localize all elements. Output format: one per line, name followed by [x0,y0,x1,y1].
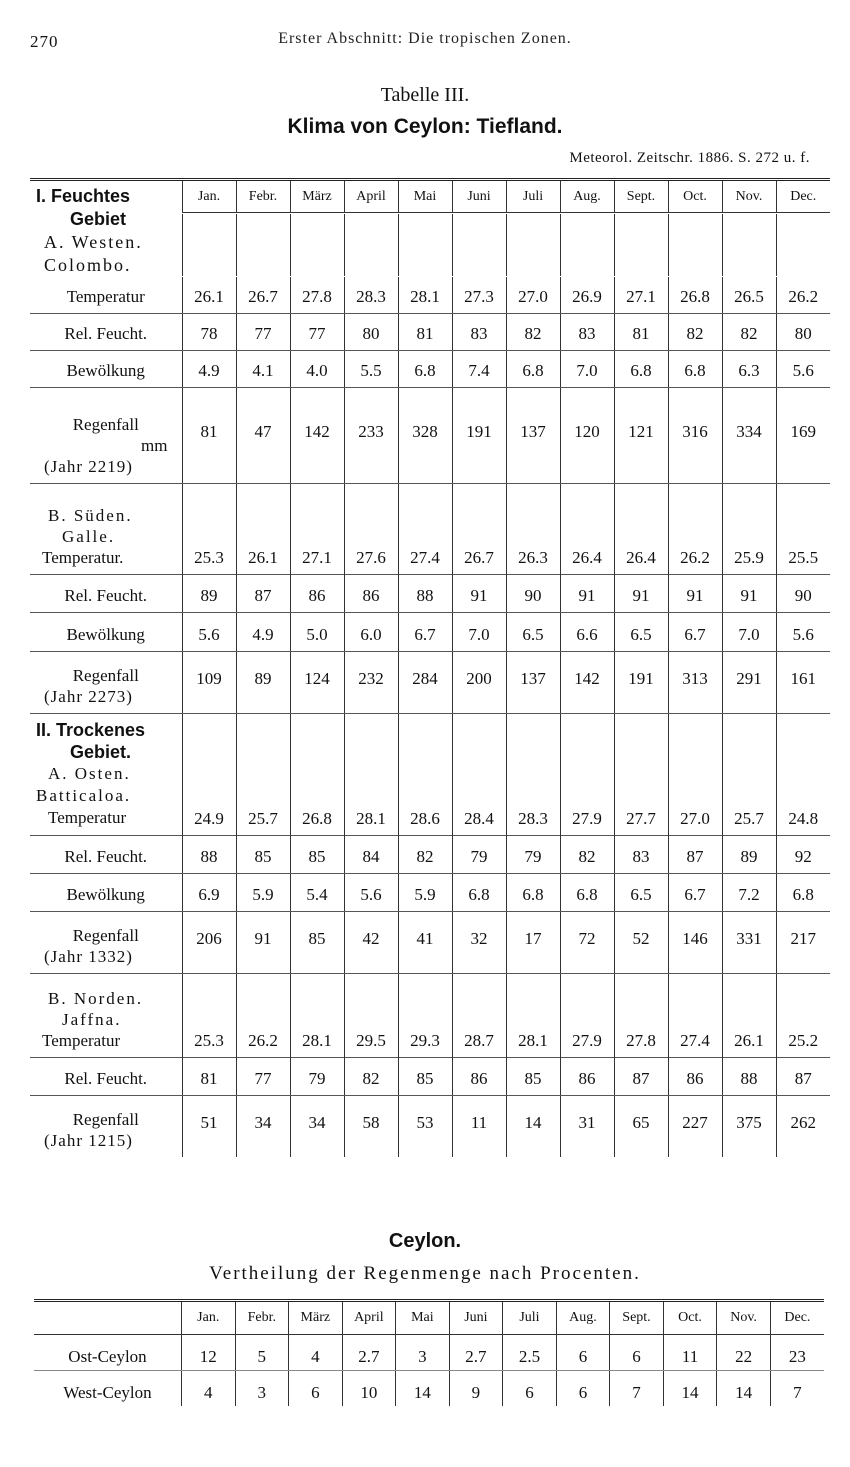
cell: 51 [182,1095,236,1157]
row-label-regenfall [30,651,182,713]
cell: 27.9 [560,973,614,1057]
cell: 58 [344,1095,398,1157]
cell: 142 [560,651,614,713]
month-header: Aug. [560,180,614,213]
cell: 28.7 [452,973,506,1057]
cell: 87 [614,1057,668,1095]
cell: 42 [344,911,398,973]
cell: 137 [506,387,560,483]
cell: 25.7 [722,713,776,835]
table-row [30,911,830,973]
cell: 26.7 [236,277,290,313]
row-label-regenfall [30,387,182,483]
cell: 28.3 [506,713,560,835]
cell: 5.4 [290,873,344,911]
cell: 6.5 [614,873,668,911]
cell: 29.3 [398,973,452,1057]
station-name: Jaffna. [62,1009,122,1029]
cell: 291 [722,651,776,713]
table-row [30,713,830,835]
table-row [30,835,830,873]
table-row [30,313,830,350]
cell: 29.5 [344,973,398,1057]
month-header: Juni [449,1301,503,1335]
cell: 6.8 [452,873,506,911]
cell: 81 [182,387,236,483]
table-row [30,277,830,313]
cell: 26.4 [614,483,668,574]
cell: 6.8 [506,873,560,911]
month-header: Febr. [236,180,290,213]
cell: 86 [344,574,398,612]
cell: 89 [236,651,290,713]
cell: 52 [614,911,668,973]
cell: 316 [668,387,722,483]
cell: 9 [449,1371,503,1407]
cell: 87 [236,574,290,612]
cell: 124 [290,651,344,713]
cell: 3 [396,1335,450,1371]
cell: 17 [506,911,560,973]
cell: 25.9 [722,483,776,574]
month-header: Sept. [610,1301,664,1335]
cell: 89 [182,574,236,612]
cell: 85 [398,1057,452,1095]
month-header: Juni [452,180,506,213]
cell: 26.2 [776,277,830,313]
cell: 28.1 [506,973,560,1057]
table-row [30,873,830,911]
cell: 227 [668,1095,722,1157]
cell: 27.8 [614,973,668,1057]
running-head: Erster Abschnitt: Die tropischen Zonen. [278,30,572,47]
cell: 6.6 [560,612,614,651]
station-label [30,973,182,1057]
region-label: B. Süden. [48,505,133,525]
month-header: Dec. [770,1301,824,1335]
rain-label: Regenfall [72,925,139,945]
cell: 191 [452,387,506,483]
region-label: B. Norden. [48,988,144,1008]
cell: 79 [506,835,560,873]
cell: 27.8 [290,277,344,313]
month-header: Sept. [614,180,668,213]
rain-label: Regenfall [72,414,139,434]
cell: 6.8 [506,350,560,387]
row-label: Bewölkung [30,873,182,911]
cell: 26.2 [236,973,290,1057]
cell: 28.6 [398,713,452,835]
cell: 26.9 [560,277,614,313]
cell: 7 [770,1371,824,1407]
cell: 27.4 [668,973,722,1057]
cell: 5.6 [776,612,830,651]
cell: 6.0 [344,612,398,651]
cell: 26.5 [722,277,776,313]
table-title: Klima von Ceylon: Tiefland. [287,115,563,138]
cell: 27.0 [668,713,722,835]
cell: 4 [181,1371,235,1407]
cell: 26.1 [182,277,236,313]
cell: 5.0 [290,612,344,651]
cell: 169 [776,387,830,483]
month-header: April [342,1301,396,1335]
cell: 77 [236,1057,290,1095]
table-row [30,574,830,612]
cell: 121 [614,387,668,483]
rain-label: Regenfall [72,1110,139,1129]
cell: 81 [182,1057,236,1095]
row-label-regenfall [30,1095,182,1157]
rain-year: (Jahr 2219) [44,456,133,476]
month-header: Jan. [181,1301,235,1335]
section-feuchtes-label [30,180,182,278]
cell: 25.3 [182,973,236,1057]
cell: 5.6 [776,350,830,387]
cell: 78 [182,313,236,350]
cell: 26.3 [506,483,560,574]
cell: 142 [290,387,344,483]
cell: 87 [776,1057,830,1095]
cell: 146 [668,911,722,973]
section-title-2: Gebiet [70,209,127,229]
cell: 6 [503,1371,557,1407]
rain-label: Regenfall [72,665,139,685]
cell: 4.1 [236,350,290,387]
cell: 27.3 [452,277,506,313]
cell: 6 [610,1335,664,1371]
cell: 26.2 [668,483,722,574]
cell: 81 [614,313,668,350]
cell: 5 [235,1335,289,1371]
month-header: Oct. [663,1301,717,1335]
month-header: Dec. [776,180,830,213]
table-label: Tabelle III. [380,84,470,106]
climate-table [30,178,830,1157]
cell: 32 [452,911,506,973]
cell: 14 [717,1371,771,1407]
rain-percent-table [34,1299,824,1406]
station-name: Colombo. [44,255,132,275]
row-label: Bewölkung [30,612,182,651]
row-label: Temperatur [30,277,182,313]
cell: 5.9 [236,873,290,911]
cell: 90 [776,574,830,612]
cell: 27.0 [506,277,560,313]
cell: 6.8 [614,350,668,387]
cell: 91 [452,574,506,612]
cell: 6.5 [506,612,560,651]
cell: 26.7 [452,483,506,574]
cell: 28.3 [344,277,398,313]
station-name: Galle. [62,526,116,546]
month-header: Oct. [668,180,722,213]
cell: 34 [290,1095,344,1157]
cell: 200 [452,651,506,713]
cell: 7.0 [560,350,614,387]
cell: 262 [776,1095,830,1157]
table-row [30,387,830,483]
cell: 334 [722,387,776,483]
cell: 2.7 [449,1335,503,1371]
cell: 53 [398,1095,452,1157]
cell: 120 [560,387,614,483]
cell: 89 [722,835,776,873]
cell: 85 [236,835,290,873]
rain-year: (Jahr 1215) [44,1131,133,1150]
cell: 109 [182,651,236,713]
cell: 24.8 [776,713,830,835]
section-title: II. Trockenes [36,719,146,740]
cell: 82 [722,313,776,350]
cell: 86 [560,1057,614,1095]
cell: 77 [290,313,344,350]
cell: 26.8 [290,713,344,835]
row-label: Bewölkung [30,350,182,387]
cell: 82 [398,835,452,873]
row-label: Temperatur [48,807,127,827]
cell: 6.7 [668,612,722,651]
cell: 86 [452,1057,506,1095]
cell: 12 [181,1335,235,1371]
cell: 2.7 [342,1335,396,1371]
cell: 4.0 [290,350,344,387]
cell: 91 [668,574,722,612]
month-header: März [289,1301,343,1335]
cell: 80 [344,313,398,350]
cell: 3 [235,1371,289,1407]
cell: 233 [344,387,398,483]
table-row [30,612,830,651]
table-row [30,651,830,713]
cell: 22 [717,1335,771,1371]
cell: 90 [506,574,560,612]
cell: 28.1 [398,277,452,313]
cell: 217 [776,911,830,973]
cell: 23 [770,1335,824,1371]
cell: 87 [668,835,722,873]
cell: 79 [290,1057,344,1095]
page-number: 270 [30,32,59,51]
rain-year: (Jahr 1332) [44,946,133,966]
cell: 26.8 [668,277,722,313]
cell: 6.7 [398,612,452,651]
section-trockenes-label [30,713,182,835]
cell: 2.5 [503,1335,557,1371]
cell: 26.1 [722,973,776,1057]
cell: 7.0 [722,612,776,651]
cell: 27.9 [560,713,614,835]
row-label: Temperatur. [42,547,124,567]
cell: 91 [236,911,290,973]
month-header: Aug. [556,1301,610,1335]
cell: 27.7 [614,713,668,835]
cell: 77 [236,313,290,350]
month-header: Mai [396,1301,450,1335]
cell: 6.7 [668,873,722,911]
cell: 6.9 [182,873,236,911]
cell: 41 [398,911,452,973]
cell: 83 [452,313,506,350]
cell: 26.1 [236,483,290,574]
ceylon-subtitle: Vertheilung der Regenmenge nach Procenten. [209,1263,641,1284]
cell: 191 [614,651,668,713]
cell: 6 [289,1371,343,1407]
station-name: Batticaloa. [36,785,132,805]
cell: 91 [560,574,614,612]
row-label: Rel. Feucht. [30,313,182,350]
cell: 5.6 [344,873,398,911]
cell: 11 [452,1095,506,1157]
cell: 81 [398,313,452,350]
cell: 7.4 [452,350,506,387]
cell: 137 [506,651,560,713]
cell: 14 [396,1371,450,1407]
cell: 7.0 [452,612,506,651]
table-row [34,1371,824,1407]
rain-year: (Jahr 2273) [44,686,133,706]
cell: 85 [506,1057,560,1095]
month-header: Febr. [235,1301,289,1335]
cell: 14 [663,1371,717,1407]
cell: 28.1 [290,973,344,1057]
table-row [30,350,830,387]
cell: 6 [556,1371,610,1407]
table-row [30,1095,830,1157]
row-label: Rel. Feucht. [30,1057,182,1095]
cell: 88 [722,1057,776,1095]
row-label-regenfall [30,911,182,973]
cell: 27.1 [614,277,668,313]
cell: 161 [776,651,830,713]
cell: 5.5 [344,350,398,387]
row-label: Rel. Feucht. [30,835,182,873]
cell: 65 [614,1095,668,1157]
cell: 86 [290,574,344,612]
cell: 24.9 [182,713,236,835]
cell: 25.7 [236,713,290,835]
ceylon-title: Ceylon. [388,1230,462,1252]
cell: 82 [506,313,560,350]
cell: 5.6 [182,612,236,651]
section-title: I. Feuchtes [36,186,131,206]
region-label: A. Westen. [44,232,143,252]
cell: 28.4 [452,713,506,835]
region-label: A. Osten. [48,763,131,783]
cell: 27.6 [344,483,398,574]
cell: 284 [398,651,452,713]
corner-header [34,1301,181,1335]
cell: 83 [614,835,668,873]
row-label: West-Ceylon [63,1383,152,1402]
rain-unit: mm [141,435,168,455]
cell: 88 [182,835,236,873]
cell: 4 [289,1335,343,1371]
cell: 25.2 [776,973,830,1057]
cell: 4.9 [236,612,290,651]
cell: 72 [560,911,614,973]
cell: 6.5 [614,612,668,651]
cell: 7.2 [722,873,776,911]
cell: 331 [722,911,776,973]
cell: 6.8 [776,873,830,911]
cell: 25.5 [776,483,830,574]
cell: 7 [610,1371,664,1407]
cell: 206 [182,911,236,973]
table-row [30,1057,830,1095]
cell: 83 [560,313,614,350]
cell: 5.9 [398,873,452,911]
month-header: Nov. [722,180,776,213]
cell: 6.8 [560,873,614,911]
month-header: Mai [398,180,452,213]
table-row [34,1335,824,1371]
cell: 6.8 [398,350,452,387]
station-label [30,483,182,574]
section-title-2: Gebiet. [70,741,132,762]
cell: 10 [342,1371,396,1407]
spacer [182,213,830,277]
cell: 232 [344,651,398,713]
cell: 31 [560,1095,614,1157]
cell: 84 [344,835,398,873]
cell: 82 [668,313,722,350]
cell: 91 [614,574,668,612]
cell: 85 [290,911,344,973]
row-label: Ost-Ceylon [34,1335,181,1371]
cell: 27.1 [290,483,344,574]
month-header: Nov. [717,1301,771,1335]
cell: 313 [668,651,722,713]
row-label: Temperatur [42,1030,121,1050]
cell: 375 [722,1095,776,1157]
cell: 25.3 [182,483,236,574]
cell: 85 [290,835,344,873]
cell: 80 [776,313,830,350]
cell: 92 [776,835,830,873]
cell: 6.8 [668,350,722,387]
month-header: Juli [506,180,560,213]
cell: 4.9 [182,350,236,387]
cell: 6 [556,1335,610,1371]
cell: 26.4 [560,483,614,574]
cell: 34 [236,1095,290,1157]
cell: 27.4 [398,483,452,574]
cell: 47 [236,387,290,483]
cell: 14 [506,1095,560,1157]
month-header: Jan. [182,180,236,213]
cell: 82 [344,1057,398,1095]
cell: 91 [722,574,776,612]
cell: 79 [452,835,506,873]
row-label: Rel. Feucht. [30,574,182,612]
table-row [30,483,830,574]
table-row [30,973,830,1057]
cell: 88 [398,574,452,612]
cell: 6.3 [722,350,776,387]
month-header: April [344,180,398,213]
cell: 28.1 [344,713,398,835]
page-header [0,30,850,54]
source-citation: Meteorol. Zeitschr. 1886. S. 272 u. f. [569,150,810,166]
cell: 86 [668,1057,722,1095]
cell: 82 [560,835,614,873]
cell: 328 [398,387,452,483]
month-header: März [290,180,344,213]
month-header: Juli [503,1301,557,1335]
cell: 11 [663,1335,717,1371]
